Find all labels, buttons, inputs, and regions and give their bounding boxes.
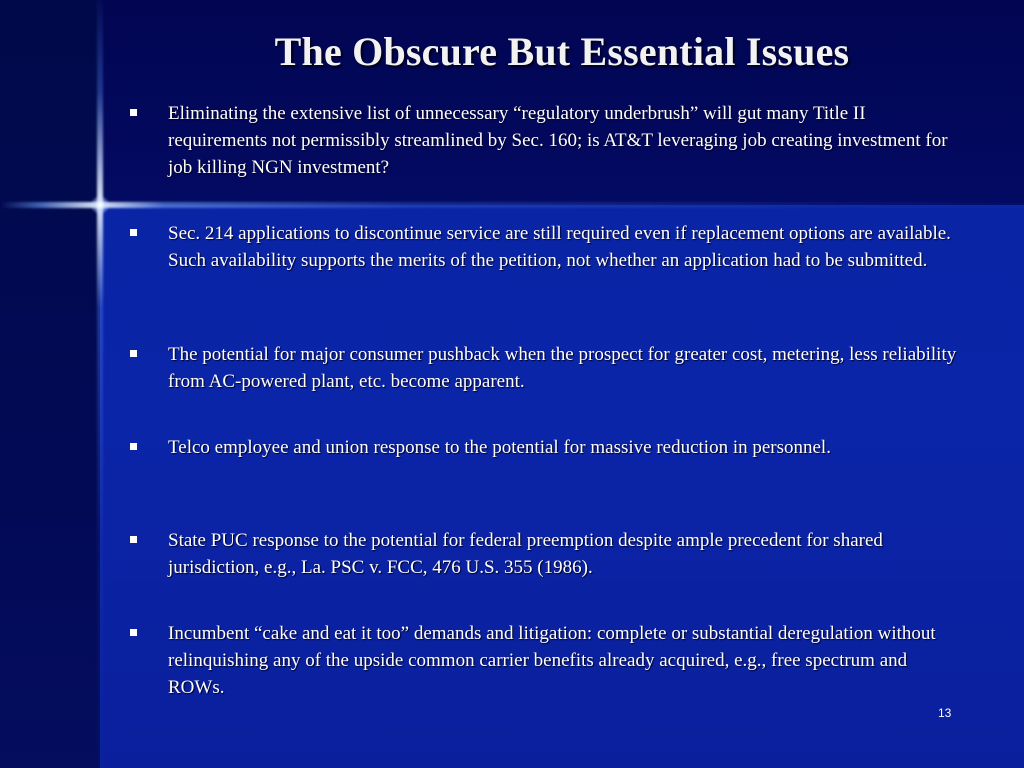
- square-bullet-icon: [130, 443, 137, 450]
- bullet-text: Telco employee and union response to the potential for massive reduction in personnel.: [168, 437, 831, 458]
- square-bullet-icon: [130, 536, 137, 543]
- bullet-text: Incumbent “cake and eat it too” demands and litigation: complete or substantial deregulation without relinquishing any of the upside common carrier benefits already acquired, e.g., free spectrum and ROWs.: [168, 623, 936, 698]
- bullet-text: The potential for major consumer pushback when the prospect for greater cost, metering, less reliability from AC-powered plant, etc. become apparent.: [168, 344, 957, 392]
- square-bullet-icon: [130, 109, 137, 116]
- light-flare-vertical: [97, 0, 103, 768]
- square-bullet-icon: [130, 629, 137, 636]
- light-flare-star-icon: [90, 195, 110, 215]
- bullet-text: State PUC response to the potential for federal preemption despite ample precedent for shared jurisdiction, e.g., La. PSC v. FCC, 476 U.S. 355 (1986).: [168, 530, 883, 578]
- bullet-item: [128, 220, 958, 274]
- square-bullet-icon: [130, 229, 137, 236]
- bullet-text: Eliminating the extensive list of unnecessary “regulatory underbrush” will gut many Title II requirements not permissibly streamlined by Sec. 160; is AT&T leveraging job creating investment for job killing NGN investment?: [168, 103, 948, 178]
- square-bullet-icon: [130, 350, 137, 357]
- bullet-item: [128, 100, 958, 181]
- slide-title: The Obscure But Essential Issues: [274, 29, 850, 74]
- bullet-item: [128, 527, 958, 581]
- bullet-item: [128, 434, 958, 461]
- page-number: 13: [938, 706, 952, 720]
- bullet-item: [128, 620, 958, 701]
- left-decorative-strip: [0, 0, 100, 768]
- light-flare-horizontal: [0, 202, 1024, 208]
- bullet-item: [128, 341, 958, 395]
- bullet-text: Sec. 214 applications to discontinue service are still required even if replacement options are available. Such availability supports the merits of the petition, not whether an application had to be submitted.: [168, 223, 951, 271]
